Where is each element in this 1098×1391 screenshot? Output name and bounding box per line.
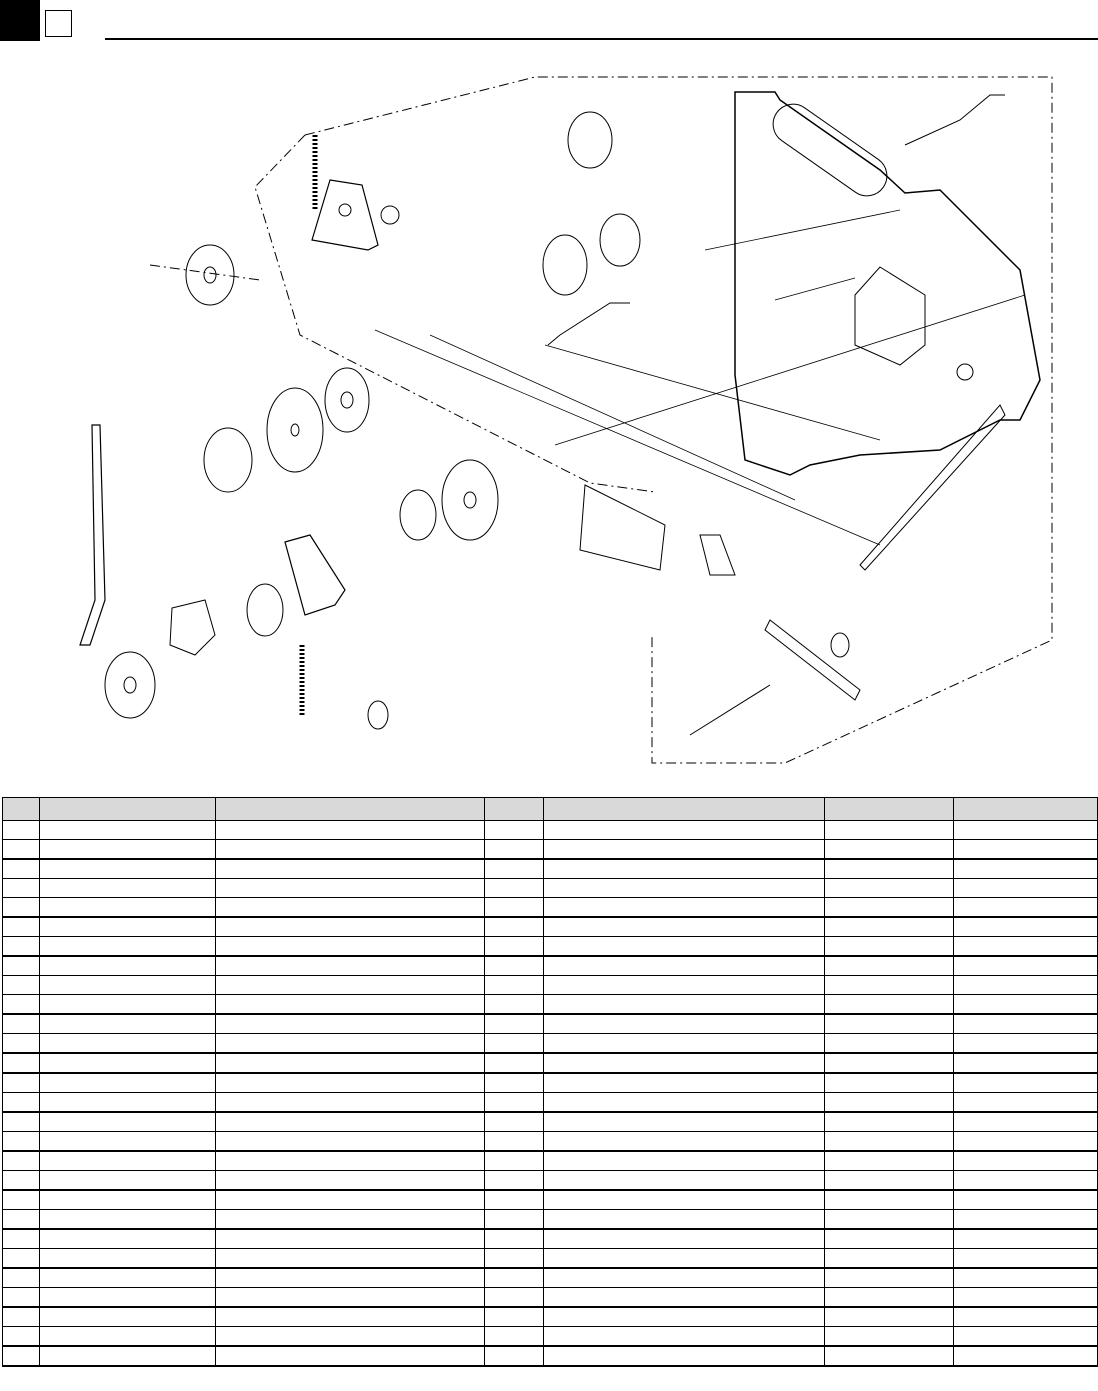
table-cell	[3, 1346, 40, 1366]
table-cell	[216, 1307, 485, 1327]
table-cell	[825, 1034, 954, 1054]
table-row	[3, 1151, 1098, 1171]
table-cell	[485, 1073, 544, 1093]
table-cell	[3, 1229, 40, 1249]
col-header-e	[825, 798, 954, 821]
table-cell	[825, 1346, 954, 1366]
table-cell	[825, 1171, 954, 1191]
table-cell	[544, 1190, 825, 1210]
table-cell	[216, 1151, 485, 1171]
table-cell	[825, 917, 954, 937]
table-cell	[216, 1093, 485, 1113]
table-cell	[825, 1151, 954, 1171]
gear-small	[368, 701, 388, 729]
table-cell	[40, 1190, 216, 1210]
table-cell	[954, 1190, 1098, 1210]
bracket-upper	[312, 180, 378, 250]
table-cell	[825, 859, 954, 879]
table-cell	[216, 1073, 485, 1093]
table-row	[3, 1210, 1098, 1230]
table-row	[3, 859, 1098, 879]
table-cell	[954, 1132, 1098, 1152]
table-cell	[954, 1346, 1098, 1366]
table-cell	[216, 976, 485, 995]
table-cell	[40, 1171, 216, 1191]
table-cell	[954, 1229, 1098, 1249]
table-cell	[216, 1112, 485, 1132]
table-cell	[825, 1053, 954, 1073]
table-cell	[485, 821, 544, 840]
table-cell	[954, 1210, 1098, 1230]
table-cell	[40, 1151, 216, 1171]
table-cell	[954, 898, 1098, 918]
table-cell	[544, 821, 825, 840]
table-cell	[216, 1288, 485, 1308]
table-row	[3, 879, 1098, 898]
plate-hole	[957, 364, 973, 380]
table-cell	[544, 976, 825, 995]
table-cell	[40, 1132, 216, 1152]
table-cell	[544, 1171, 825, 1191]
table-cell	[954, 995, 1098, 1015]
shaft-pin-top	[905, 95, 1005, 145]
table-cell	[485, 1014, 544, 1034]
header-rule	[105, 38, 1098, 40]
table-row	[3, 898, 1098, 918]
table-cell	[954, 840, 1098, 860]
table-cell	[216, 1249, 485, 1269]
table-cell	[40, 1229, 216, 1249]
table-cell	[40, 1268, 216, 1288]
pulley-double	[600, 214, 640, 266]
table-row	[3, 1112, 1098, 1132]
table-cell	[544, 1307, 825, 1327]
table-cell	[954, 976, 1098, 995]
table-cell	[40, 917, 216, 937]
table-cell	[40, 937, 216, 957]
table-cell	[216, 1346, 485, 1366]
gear-lower	[105, 652, 155, 718]
table-cell	[485, 1210, 544, 1230]
table-cell	[544, 1034, 825, 1054]
disk-large	[267, 388, 323, 472]
table-cell	[954, 1014, 1098, 1034]
table-cell	[485, 879, 544, 898]
table-cell	[216, 1190, 485, 1210]
table-cell	[3, 1268, 40, 1288]
table-cell	[3, 879, 40, 898]
table-cell	[40, 859, 216, 879]
table-cell	[40, 1053, 216, 1073]
table-cell	[216, 1268, 485, 1288]
bracket-right	[580, 485, 665, 570]
table-cell	[825, 840, 954, 860]
wheel	[543, 235, 587, 295]
table-cell	[954, 859, 1098, 879]
gear-mid-b	[204, 428, 252, 492]
table-cell	[954, 1327, 1098, 1347]
table-cell	[216, 995, 485, 1015]
table-cell	[216, 1053, 485, 1073]
table-cell	[40, 879, 216, 898]
table-cell	[825, 1073, 954, 1093]
shaft-pin	[548, 303, 630, 345]
col-header-f	[954, 798, 1098, 821]
table-row	[3, 1229, 1098, 1249]
table-cell	[216, 1229, 485, 1249]
table-cell	[544, 1249, 825, 1269]
pin-lower	[690, 685, 770, 735]
plate-cutout	[855, 267, 925, 365]
washer-right	[831, 633, 849, 657]
table-cell	[3, 956, 40, 976]
table-cell	[3, 917, 40, 937]
table-cell	[3, 821, 40, 840]
exploded-parts-diagram	[0, 45, 1098, 775]
table-cell	[544, 1268, 825, 1288]
table-cell	[825, 1210, 954, 1230]
table-row	[3, 1249, 1098, 1269]
table-cell	[216, 859, 485, 879]
table-cell	[825, 879, 954, 898]
table-cell	[40, 1073, 216, 1093]
table-cell	[544, 1132, 825, 1152]
table-cell	[40, 1112, 216, 1132]
table-cell	[825, 1268, 954, 1288]
table-cell	[3, 840, 40, 860]
table-cell	[544, 859, 825, 879]
table-cell	[544, 937, 825, 957]
table-cell	[40, 976, 216, 995]
table-cell	[544, 1093, 825, 1113]
table-cell	[216, 956, 485, 976]
table-cell	[40, 1014, 216, 1034]
table-cell	[825, 1327, 954, 1347]
table-row	[3, 1014, 1098, 1034]
table-cell	[216, 937, 485, 957]
table-cell	[825, 1014, 954, 1034]
table-cell	[825, 1093, 954, 1113]
table-cell	[954, 1171, 1098, 1191]
table-cell	[3, 1034, 40, 1054]
ring	[247, 584, 283, 636]
table-cell	[825, 937, 954, 957]
table-cell	[3, 1073, 40, 1093]
table-cell	[40, 1327, 216, 1347]
table-cell	[485, 1288, 544, 1308]
table-cell	[954, 1151, 1098, 1171]
table-cell	[825, 956, 954, 976]
table-cell	[3, 1327, 40, 1347]
table-cell	[485, 1171, 544, 1191]
table-cell	[954, 1053, 1098, 1073]
col-header-a	[40, 798, 216, 821]
table-cell	[485, 917, 544, 937]
table-cell	[544, 956, 825, 976]
table-row	[3, 1346, 1098, 1366]
pulley	[400, 490, 436, 540]
section-box	[45, 10, 72, 37]
table-cell	[485, 1112, 544, 1132]
table-cell	[40, 1249, 216, 1269]
table-cell	[954, 956, 1098, 976]
table-cell	[3, 1307, 40, 1327]
table-row	[3, 956, 1098, 976]
table-cell	[216, 1327, 485, 1347]
table-cell	[954, 1112, 1098, 1132]
table-cell	[954, 1307, 1098, 1327]
table-cell	[40, 1288, 216, 1308]
table-cell	[3, 1093, 40, 1113]
table-cell	[40, 995, 216, 1015]
table-cell	[954, 879, 1098, 898]
table-cell	[825, 898, 954, 918]
lower-link	[765, 620, 860, 700]
table-cell	[954, 1288, 1098, 1308]
table-cell	[485, 1268, 544, 1288]
table-cell	[216, 917, 485, 937]
table-row	[3, 1268, 1098, 1288]
table-cell	[40, 1307, 216, 1327]
table-cell	[485, 1249, 544, 1269]
table-cell	[485, 995, 544, 1015]
table-cell	[544, 1112, 825, 1132]
bushing-top	[568, 112, 612, 168]
table-cell	[3, 1210, 40, 1230]
table-cell	[954, 917, 1098, 937]
bracket-small	[700, 535, 735, 575]
col-header-d	[544, 798, 825, 821]
long-bar	[860, 405, 1005, 570]
section-tab	[0, 0, 40, 41]
col-header-b	[216, 798, 485, 821]
table-cell	[485, 1034, 544, 1054]
table-cell	[544, 1073, 825, 1093]
table-cell	[485, 1093, 544, 1113]
table-cell	[544, 917, 825, 937]
table-cell	[216, 1210, 485, 1230]
table-cell	[3, 976, 40, 995]
table-cell	[40, 821, 216, 840]
table-row	[3, 937, 1098, 957]
table-row	[3, 1073, 1098, 1093]
table-cell	[216, 840, 485, 860]
plate-slot	[765, 96, 894, 203]
table-cell	[954, 1073, 1098, 1093]
table-cell	[954, 1093, 1098, 1113]
table-cell	[485, 1307, 544, 1327]
table-cell	[216, 1171, 485, 1191]
table-cell	[216, 879, 485, 898]
table-cell	[3, 898, 40, 918]
table-cell	[3, 1171, 40, 1191]
table-header-row	[3, 798, 1098, 821]
table-cell	[544, 1014, 825, 1034]
table-cell	[485, 1132, 544, 1152]
table-cell	[485, 859, 544, 879]
table-cell	[544, 879, 825, 898]
cam-plate	[170, 600, 215, 655]
table-row	[3, 976, 1098, 995]
table-row	[3, 1327, 1098, 1347]
table-cell	[954, 1249, 1098, 1269]
table-row	[3, 995, 1098, 1015]
table-row	[3, 1307, 1098, 1327]
table-row	[3, 1288, 1098, 1308]
table-cell	[40, 1093, 216, 1113]
table-row	[3, 917, 1098, 937]
parts-list-table	[2, 797, 1098, 1367]
table-cell	[485, 1346, 544, 1366]
gear-mid-c	[442, 460, 498, 540]
col-header-c	[485, 798, 544, 821]
table-cell	[954, 821, 1098, 840]
table-cell	[485, 1053, 544, 1073]
table-cell	[485, 1327, 544, 1347]
table-cell	[40, 1346, 216, 1366]
table-cell	[485, 937, 544, 957]
col-header-no	[3, 798, 40, 821]
table-cell	[216, 898, 485, 918]
table-cell	[40, 956, 216, 976]
table-cell	[485, 840, 544, 860]
table-cell	[40, 1210, 216, 1230]
table-cell	[485, 1151, 544, 1171]
table-cell	[544, 1346, 825, 1366]
table-cell	[954, 937, 1098, 957]
assembly-outline	[305, 77, 1052, 763]
table-cell	[825, 1307, 954, 1327]
table-cell	[3, 1190, 40, 1210]
table-cell	[825, 1229, 954, 1249]
table-cell	[544, 1288, 825, 1308]
table-cell	[825, 1132, 954, 1152]
table-cell	[825, 976, 954, 995]
table-cell	[544, 1327, 825, 1347]
table-cell	[544, 1210, 825, 1230]
table-row	[3, 1132, 1098, 1152]
table-cell	[3, 1053, 40, 1073]
table-cell	[3, 859, 40, 879]
table-cell	[3, 1132, 40, 1152]
table-row	[3, 821, 1098, 840]
table-cell	[544, 898, 825, 918]
table-row	[3, 1093, 1098, 1113]
table-cell	[40, 898, 216, 918]
table-cell	[40, 1034, 216, 1054]
table-cell	[544, 1151, 825, 1171]
table-cell	[485, 1229, 544, 1249]
table-cell	[954, 1034, 1098, 1054]
table-cell	[485, 976, 544, 995]
table-cell	[216, 1014, 485, 1034]
table-cell	[544, 1053, 825, 1073]
table-row	[3, 1034, 1098, 1054]
table-cell	[485, 1190, 544, 1210]
table-cell	[825, 1112, 954, 1132]
lever	[80, 425, 105, 645]
table-cell	[544, 1229, 825, 1249]
table-cell	[825, 1249, 954, 1269]
table-cell	[216, 1034, 485, 1054]
table-row	[3, 1190, 1098, 1210]
table-cell	[3, 1249, 40, 1269]
table-cell	[825, 995, 954, 1015]
table-cell	[825, 1190, 954, 1210]
table-cell	[3, 1112, 40, 1132]
side-plate	[735, 92, 1040, 475]
table-cell	[40, 840, 216, 860]
gear-top	[186, 245, 234, 305]
table-cell	[825, 1288, 954, 1308]
table-cell	[825, 821, 954, 840]
table-row	[3, 840, 1098, 860]
table-cell	[216, 1132, 485, 1152]
table-cell	[216, 821, 485, 840]
table-cell	[3, 995, 40, 1015]
table-cell	[485, 956, 544, 976]
table-cell	[954, 1268, 1098, 1288]
table-row	[3, 1053, 1098, 1073]
table-cell	[544, 840, 825, 860]
table-cell	[3, 1014, 40, 1034]
table-row	[3, 1171, 1098, 1191]
table-cell	[485, 898, 544, 918]
table-cell	[3, 1288, 40, 1308]
table-cell	[3, 1151, 40, 1171]
table-cell	[3, 937, 40, 957]
gear-mid-a	[325, 368, 369, 432]
table-cell	[544, 995, 825, 1015]
plate-lower	[285, 535, 345, 615]
